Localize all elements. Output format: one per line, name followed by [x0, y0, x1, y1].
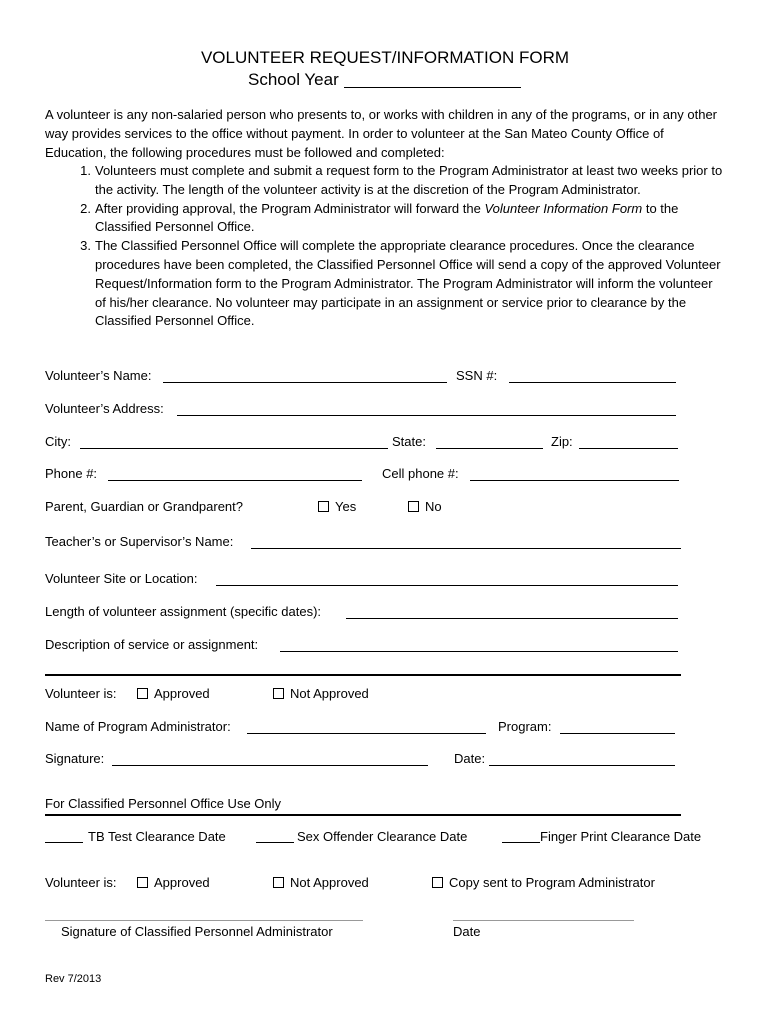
not-approved-checkbox[interactable]	[273, 688, 284, 699]
copy-sent-checkbox[interactable]	[432, 877, 443, 888]
date-field[interactable]	[489, 765, 675, 766]
ssn-field[interactable]	[509, 382, 676, 383]
procedure-step-2: 2. After providing approval, the Program Administrator will forward the Volunteer Information Form to the Classified Personnel Office.	[80, 200, 679, 235]
volunteer-name-label: Volunteer’s Name:	[45, 368, 152, 383]
tb-date-field[interactable]	[45, 842, 83, 843]
section-divider	[45, 674, 681, 676]
state-label: State:	[392, 434, 426, 449]
parent-yes-option[interactable]: Yes	[318, 499, 356, 514]
program-admin-name-field[interactable]	[247, 733, 486, 734]
office-divider	[45, 814, 681, 816]
procedure-list	[45, 162, 725, 331]
cell-phone-label: Cell phone #:	[382, 466, 459, 481]
volunteer-is-label: Volunteer is:	[45, 686, 117, 701]
ssn-label: SSN #:	[456, 368, 498, 383]
sex-offender-clearance-label: Sex Offender Clearance Date	[297, 829, 468, 844]
office-not-approved-option[interactable]: Not Approved	[273, 875, 369, 890]
fingerprint-date-field[interactable]	[502, 842, 540, 843]
not-approved-option[interactable]: Not Approved	[273, 686, 369, 701]
office-signature-label: Signature of Classified Personnel Administrator	[61, 924, 333, 939]
volunteer-site-label: Volunteer Site or Location:	[45, 571, 198, 586]
procedure-step-3: 3. The Classified Personnel Office will complete the appropriate clearance procedures. Once the clearance procedures have been completed, the Classified Personnel Office will send a copy of the approved Volunteer Request/Information form to the Program Administrator. The Program Administrator will inform the volunteer of his/her clearance. No volunteer may participate in an assignment or service prior to clearance by the Classified Personnel Office.	[80, 238, 721, 329]
office-approved-checkbox[interactable]	[137, 877, 148, 888]
school-year-label: School Year	[248, 70, 339, 89]
cell-phone-field[interactable]	[470, 480, 679, 481]
intro-paragraph: A volunteer is any non-salaried person who presents to, or works with children in any of the programs, or in any other way provides services to the office without payment. In order to volunteer at the San Mateo County Office of Education, the following procedures must be followed and completed:	[45, 107, 718, 160]
volunteer-site-field[interactable]	[216, 585, 678, 586]
office-not-approved-checkbox[interactable]	[273, 877, 284, 888]
phone-label: Phone #:	[45, 466, 98, 481]
approved-checkbox[interactable]	[137, 688, 148, 699]
tb-clearance-label: TB Test Clearance Date	[88, 829, 226, 844]
program-field[interactable]	[560, 733, 675, 734]
office-date-label: Date	[453, 924, 481, 939]
office-date-field[interactable]	[453, 920, 634, 921]
assignment-length-label: Length of volunteer assignment (specific dates):	[45, 604, 322, 619]
approved-option[interactable]: Approved	[137, 686, 210, 701]
date-label: Date:	[454, 751, 486, 766]
copy-sent-option[interactable]: Copy sent to Program Administrator	[432, 875, 655, 890]
program-admin-name-label: Name of Program Administrator:	[45, 719, 231, 734]
office-use-heading: For Classified Personnel Office Use Only	[45, 796, 282, 811]
phone-field[interactable]	[108, 480, 362, 481]
form-title: VOLUNTEER REQUEST/INFORMATION FORM	[200, 48, 570, 67]
signature-label: Signature:	[45, 751, 105, 766]
office-approved-option[interactable]: Approved	[137, 875, 210, 890]
yes-checkbox[interactable]	[318, 501, 329, 512]
revision-label: Rev 7/2013	[45, 973, 102, 985]
signature-field[interactable]	[112, 765, 428, 766]
zip-field[interactable]	[579, 448, 678, 449]
volunteer-name-field[interactable]	[163, 382, 447, 383]
teacher-supervisor-label: Teacher’s or Supervisor’s Name:	[45, 534, 234, 549]
city-field[interactable]	[80, 448, 388, 449]
volunteer-address-field[interactable]	[177, 415, 676, 416]
no-checkbox[interactable]	[408, 501, 419, 512]
procedure-step-1: 1. Volunteers must complete and submit a request form to the Program Administrator at least two weeks prior to the activity. The length of the volunteer activity is at the discretion of the Program Administrator.	[80, 163, 723, 197]
volunteer-address-label: Volunteer’s Address:	[45, 401, 164, 416]
zip-label: Zip:	[551, 434, 573, 449]
office-signature-field[interactable]	[45, 920, 363, 921]
teacher-supervisor-field[interactable]	[251, 548, 681, 549]
school-year-field[interactable]	[344, 87, 521, 88]
city-label: City:	[45, 434, 71, 449]
assignment-length-field[interactable]	[346, 618, 678, 619]
sex-offender-date-field[interactable]	[256, 842, 294, 843]
state-field[interactable]	[436, 448, 543, 449]
program-label: Program:	[498, 719, 552, 734]
fingerprint-clearance-label: Finger Print Clearance Date	[540, 829, 702, 844]
office-volunteer-is-label: Volunteer is:	[45, 875, 117, 890]
service-description-label: Description of service or assignment:	[45, 637, 259, 652]
parent-no-option[interactable]: No	[408, 499, 442, 514]
parent-guardian-label: Parent, Guardian or Grandparent?	[45, 499, 244, 514]
service-description-field[interactable]	[280, 651, 678, 652]
